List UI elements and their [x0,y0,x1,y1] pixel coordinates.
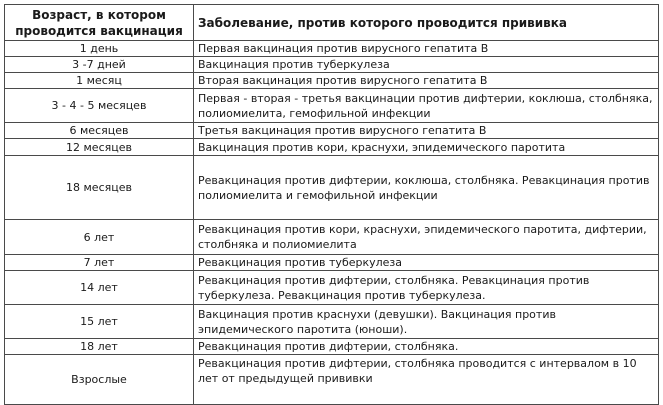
table-row [5,156,659,220]
age-cell: 3 -7 дней [5,57,194,73]
table-row [5,89,659,123]
disease-cell: Ревакцинация против кори, краснухи, эпидемического паротита, дифтерии, столбняка и полиомиелита [194,220,659,255]
age-cell: 6 лет [5,220,194,255]
disease-cell: Первая вакцинация против вирусного гепатита В [194,41,659,57]
disease-cell: Вакцинация против туберкулеза [194,57,659,73]
age-cell: 6 месяцев [5,123,194,139]
disease-cell: Вакцинация против краснухи (девушки). Вакцинация против эпидемического паротита (юноши). [194,305,659,339]
disease-cell: Вакцинация против кори, краснухи, эпидемического паротита [194,139,659,156]
disease-cell: Ревакцинация против дифтерии, столбняка проводится с интервалом в 10 лет от предыдущей прививки [194,355,659,405]
table-row [5,139,659,156]
age-cell: Взрослые [5,355,194,405]
age-cell: 12 месяцев [5,139,194,156]
disease-cell: Ревакцинация против туберкулеза [194,255,659,271]
table-row [5,339,659,355]
header-age: Возраст, в котором проводится вакцинация [5,5,194,41]
age-cell: 7 лет [5,255,194,271]
table-row [5,123,659,139]
table-row [5,255,659,271]
age-cell: 18 лет [5,339,194,355]
age-cell: 18 месяцев [5,156,194,220]
table-row [5,305,659,339]
disease-cell: Третья вакцинация против вирусного гепатита В [194,123,659,139]
table-header-row [5,5,659,41]
header-disease: Заболевание, против которого проводится прививка [194,5,659,41]
age-cell: 3 - 4 - 5 месяцев [5,89,194,123]
table-row [5,355,659,405]
age-cell: 15 лет [5,305,194,339]
disease-cell: Первая - вторая - третья вакцинации против дифтерии, коклюша, столбняка, полиомиелита, гемофильной инфекции [194,89,659,123]
age-cell: 1 день [5,41,194,57]
table-row [5,271,659,305]
disease-cell: Вторая вакцинация против вирусного гепатита В [194,73,659,89]
table-row [5,220,659,255]
vaccination-schedule-table [4,4,659,405]
age-cell: 14 лет [5,271,194,305]
table-row [5,73,659,89]
disease-cell: Ревакцинация против дифтерии, столбняка. Ревакцинация против туберкулеза. Ревакцинация против туберкулеза. [194,271,659,305]
age-cell: 1 месяц [5,73,194,89]
table-row [5,41,659,57]
disease-cell: Ревакцинация против дифтерии, коклюша, столбняка. Ревакцинация против полиомиелита и гемофильной инфекции [194,156,659,220]
table-row [5,57,659,73]
disease-cell: Ревакцинация против дифтерии, столбняка. [194,339,659,355]
